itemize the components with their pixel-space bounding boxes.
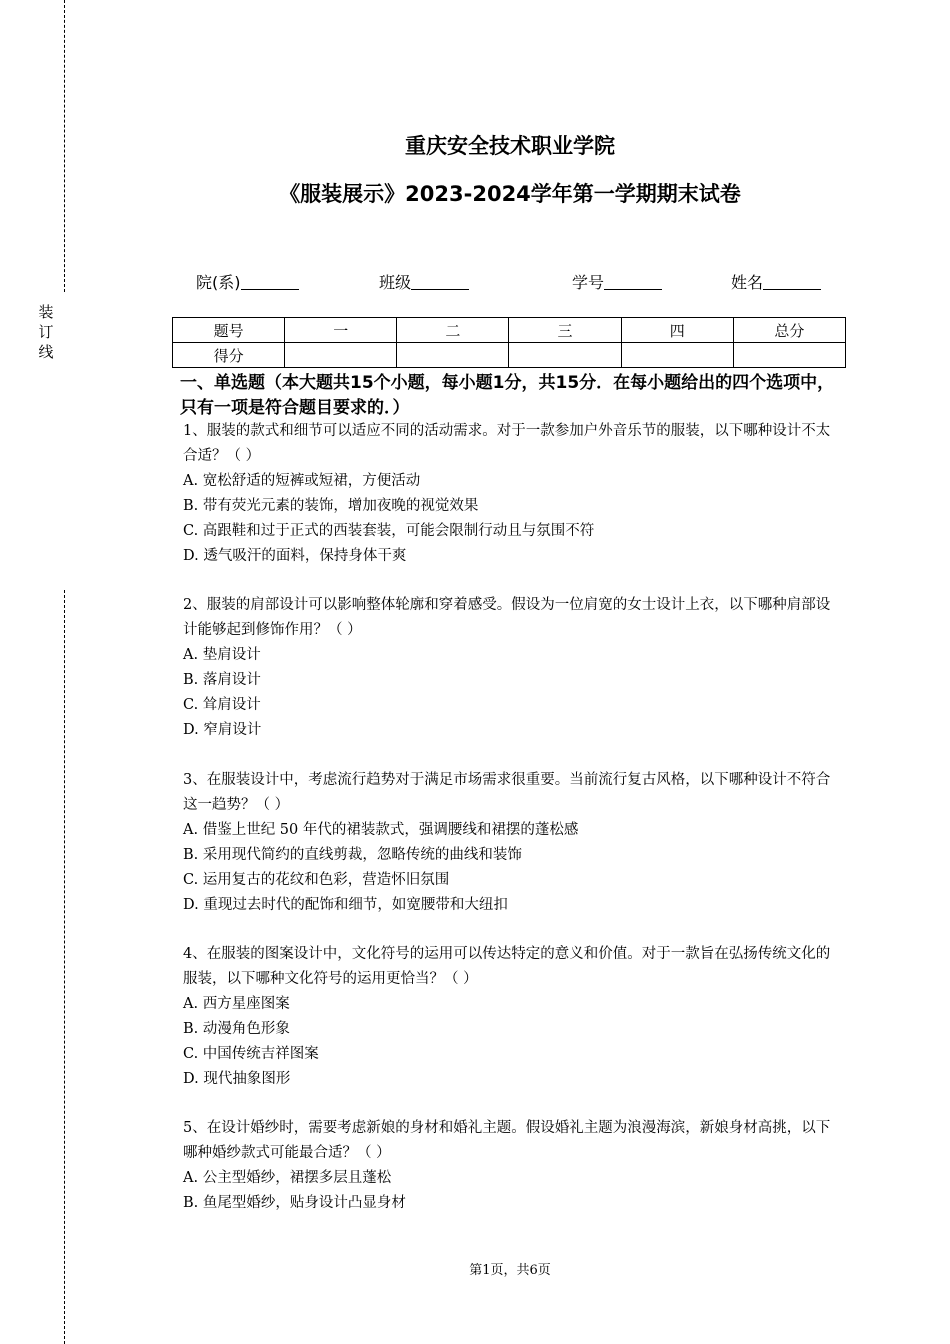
score-table-header-row: [173, 318, 846, 343]
info-field-department[interactable]: [196, 270, 299, 293]
question-stem: 1、服装的款式和细节可以适应不同的活动需求。对于一款参加户外音乐节的服装，以下哪种设计不太合适？（ ）: [183, 423, 831, 464]
score-cell[interactable]: [509, 343, 621, 368]
school-title: 重庆安全技术职业学院: [405, 134, 615, 158]
option-d[interactable]: D. 重现过去时代的配饰和细节，如宽腰带和大纽扣: [183, 897, 508, 913]
option-b[interactable]: B. 动漫角色形象: [183, 1021, 290, 1037]
question-1: [183, 419, 843, 569]
option-c[interactable]: C. 高跟鞋和过于正式的西装套装，可能会限制行动且与氛围不符: [183, 523, 595, 539]
info-label: 学号: [572, 273, 605, 292]
option-d[interactable]: D. 现代抽象图形: [183, 1071, 291, 1087]
binding-char: 订: [38, 323, 54, 341]
option-c[interactable]: C. 耸肩设计: [183, 697, 261, 713]
table-cell: 二: [397, 318, 509, 343]
table-cell: 一: [285, 318, 397, 343]
question-2: [183, 593, 843, 743]
section-heading: 一、单选题（本大题共15个小题，每小题1分，共15分．在每小题给出的四个选项中，只有一项是符合题目要求的．）: [180, 373, 835, 418]
question-stem: 4、在服装的图案设计中，文化符号的运用可以传达特定的意义和价值。对于一款旨在弘扬传统文化的服装，以下哪种文化符号的运用更恰当？（ ）: [183, 946, 831, 987]
option-a[interactable]: A. 宽松舒适的短裤或短裙，方便活动: [183, 473, 421, 489]
blank-line: [411, 289, 469, 290]
score-cell[interactable]: [733, 343, 845, 368]
option-b[interactable]: B. 带有荧光元素的装饰，增加夜晚的视觉效果: [183, 498, 479, 514]
option-b[interactable]: B. 落肩设计: [183, 672, 261, 688]
exam-title: 《服装展示》2023-2024学年第一学期期末试卷: [279, 182, 741, 206]
binding-line-bottom: [64, 590, 65, 1344]
question-3: [183, 768, 843, 918]
table-cell: 总分: [733, 318, 845, 343]
info-field-student-id[interactable]: [572, 270, 662, 293]
info-label: 姓名: [731, 273, 764, 292]
table-cell: 三: [509, 318, 621, 343]
info-label: 班级: [379, 273, 412, 292]
score-cell[interactable]: [285, 343, 397, 368]
info-label: 院(系): [196, 273, 241, 292]
table-cell: 得分: [173, 343, 285, 368]
score-cell[interactable]: [397, 343, 509, 368]
option-b[interactable]: B. 鱼尾型婚纱，贴身设计凸显身材: [183, 1195, 406, 1211]
score-cell[interactable]: [621, 343, 733, 368]
score-table: [172, 317, 846, 368]
option-d[interactable]: D. 透气吸汗的面料，保持身体干爽: [183, 548, 407, 564]
table-cell: 题号: [173, 318, 285, 343]
option-c[interactable]: C. 中国传统吉祥图案: [183, 1046, 319, 1062]
question-stem: 2、服装的肩部设计可以影响整体轮廓和穿着感受。假设为一位肩宽的女士设计上衣，以下哪种肩部设计能够起到修饰作用？（ ）: [183, 597, 831, 638]
score-table-score-row: [173, 343, 846, 368]
question-stem: 5、在设计婚纱时，需要考虑新娘的身材和婚礼主题。假设婚礼主题为浪漫海滨，新娘身材高挑，以下哪种婚纱款式可能最合适？（ ）: [183, 1120, 831, 1161]
binding-char: 线: [38, 343, 54, 361]
blank-line: [604, 289, 662, 290]
binding-label: [38, 302, 54, 362]
question-stem: 3、在服装设计中，考虑流行趋势对于满足市场需求很重要。当前流行复古风格，以下哪种设计不符合这一趋势？（ ）: [183, 772, 831, 813]
option-c[interactable]: C. 运用复古的花纹和色彩，营造怀旧氛围: [183, 872, 450, 888]
option-a[interactable]: A. 西方星座图案: [183, 996, 290, 1012]
option-a[interactable]: A. 垫肩设计: [183, 647, 261, 663]
question-4: [183, 942, 843, 1092]
table-cell: 四: [621, 318, 733, 343]
blank-line: [763, 289, 821, 290]
question-5: [183, 1116, 843, 1216]
option-a[interactable]: A. 公主型婚纱，裙摆多层且蓬松: [183, 1170, 392, 1186]
binding-char: 装: [38, 303, 54, 321]
option-d[interactable]: D. 窄肩设计: [183, 722, 262, 738]
blank-line: [241, 289, 299, 290]
info-field-class[interactable]: [379, 270, 469, 293]
option-b[interactable]: B. 采用现代简约的直线剪裁，忽略传统的曲线和装饰: [183, 847, 522, 863]
info-field-name[interactable]: [731, 270, 821, 293]
option-a[interactable]: A. 借鉴上世纪 50 年代的裙装款式，强调腰线和裙摆的蓬松感: [183, 822, 579, 838]
page-footer: 第1页，共6页: [469, 1263, 551, 1278]
